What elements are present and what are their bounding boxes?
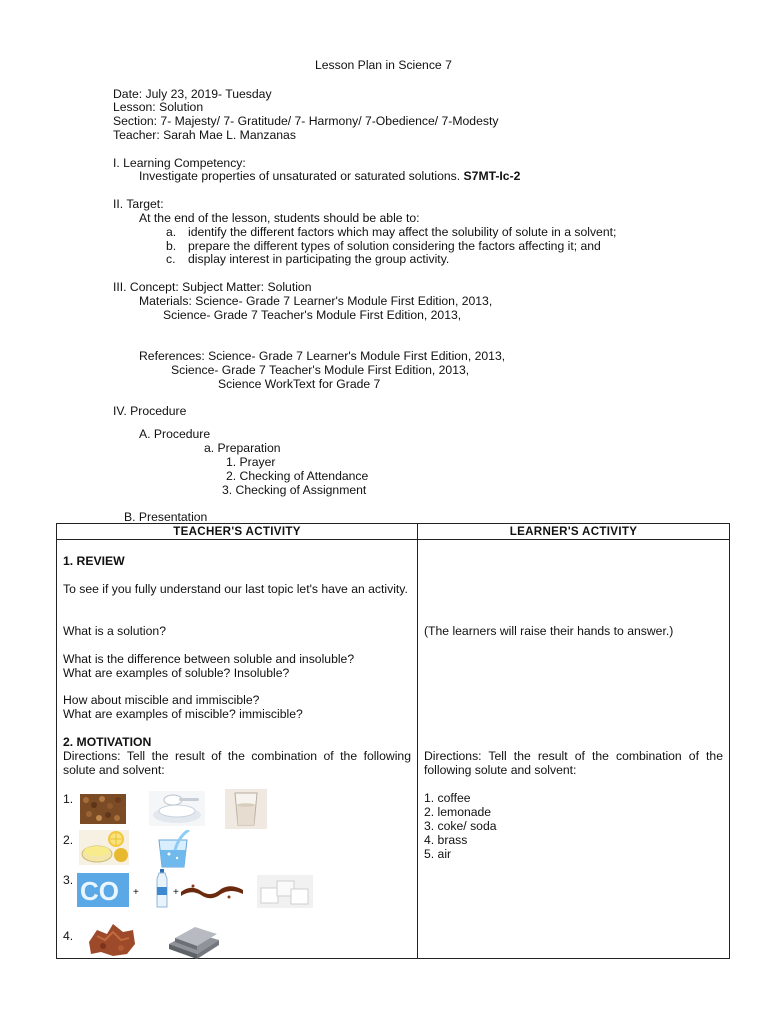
target-item-c: display interest in participating the group activity. [188,252,450,266]
answer-5: 5. air [424,847,452,861]
header-teacher: Teacher: Sarah Mae L. Manzanas [113,128,296,142]
competency-text: Investigate properties of unsaturated or saturated solutions. S7MT-Ic-2 [139,169,521,183]
sugar-spoon-image [149,791,205,826]
question-soluble-difference: What is the difference between soluble and insoluble? [63,652,355,666]
motivation-directions: Directions: Tell the result of the combination of the following solute and solvent: [63,749,411,777]
question-soluble-examples: What are examples of soluble? Insoluble? [63,666,290,680]
coffee-grounds-image [80,794,126,824]
lemon-juice-image [79,830,129,865]
prep-step-1: 1. Prayer [226,455,276,469]
learner-answer: (The learners will raise their hands to answer.) [424,624,674,638]
references-line-3: Science WorkText for Grade 7 [218,377,381,391]
competency-code: S7MT-Ic-2 [463,169,521,183]
co2-cloud-image [77,873,129,907]
prep-step-2: 2. Checking of Attendance [226,469,369,483]
water-glass-image [225,789,267,829]
col-header-teacher: TEACHER'S ACTIVITY [57,524,418,540]
procedure-sub-b: B. Presentation [124,510,208,524]
item-number-3: 3. [63,873,74,887]
answer-4: 4. brass [424,833,468,847]
target-item-a-letter: a. [166,225,177,239]
page-title: Lesson Plan in Science 7 [315,58,452,72]
question-solution: What is a solution? [63,624,166,638]
review-intro: To see if you fully understand our last topic let's have an activity. [63,582,408,596]
target-item-b: prepare the different types of solution considering the factors affecting it; and [188,239,601,253]
materials-line-1: Materials: Science- Grade 7 Learner's Module First Edition, 2013, [139,294,493,308]
sugar-cubes-image [257,875,313,908]
answer-2: 2. lemonade [424,805,492,819]
motivation-heading: 2. MOTIVATION [63,735,152,749]
cola-splash-image [181,880,243,902]
references-line-1: References: Science- Grade 7 Learner's Module First Edition, 2013, [139,349,506,363]
references-line-2: Science- Grade 7 Teacher's Module First Edition, 2013, [171,363,470,377]
water-pouring-image [149,830,204,868]
target-item-a: identify the different factors which may affect the solubility of solute in a solvent; [188,225,617,239]
procedure-heading: IV. Procedure [113,404,187,418]
target-item-b-letter: b. [166,239,177,253]
target-item-c-letter: c. [166,252,176,266]
competency-heading: I. Learning Competency: [113,156,246,170]
target-intro: At the end of the lesson, students should be able to: [139,211,420,225]
materials-line-2: Science- Grade 7 Teacher's Module First Edition, 2013, [163,308,462,322]
activity-table [56,523,730,959]
answer-1: 1. coffee [424,791,471,805]
prep-step-3: 3. Checking of Assignment [222,483,367,497]
header-date: Date: July 23, 2019- Tuesday [113,87,272,101]
item-number-1: 1. [63,792,74,806]
concept-heading: III. Concept: Subject Matter: Solution [113,280,312,294]
teacher-activity-cell [57,540,418,959]
target-heading: II. Target: [113,197,164,211]
plus-sign-2: + [173,887,179,898]
header-lesson: Lesson: Solution [113,100,204,114]
question-miscible-examples: What are examples of miscible? immiscible? [63,707,303,721]
header-section: Section: 7- Majesty/ 7- Gratitude/ 7- Harmony/ 7-Obedience/ 7-Modesty [113,114,499,128]
learner-directions: Directions: Tell the result of the combination of the following solute and solvent: [424,749,723,777]
procedure-sub-a: A. Procedure [139,427,211,441]
item-number-2: 2. [63,833,74,847]
copper-ore-image [83,920,139,960]
question-miscible: How about miscible and immiscible? [63,693,260,707]
water-bottle-image [155,869,169,909]
item-number-4: 4. [63,929,74,943]
answer-3: 3. coke/ soda [424,819,497,833]
metal-ingot-image [165,922,223,960]
plus-sign-1: + [133,887,139,898]
preparation-heading: a. Preparation [204,441,281,455]
learner-activity-cell [418,540,730,959]
review-heading: 1. REVIEW [63,554,125,568]
col-header-learner: LEARNER'S ACTIVITY [418,524,730,540]
co2-text: CO [80,876,119,906]
